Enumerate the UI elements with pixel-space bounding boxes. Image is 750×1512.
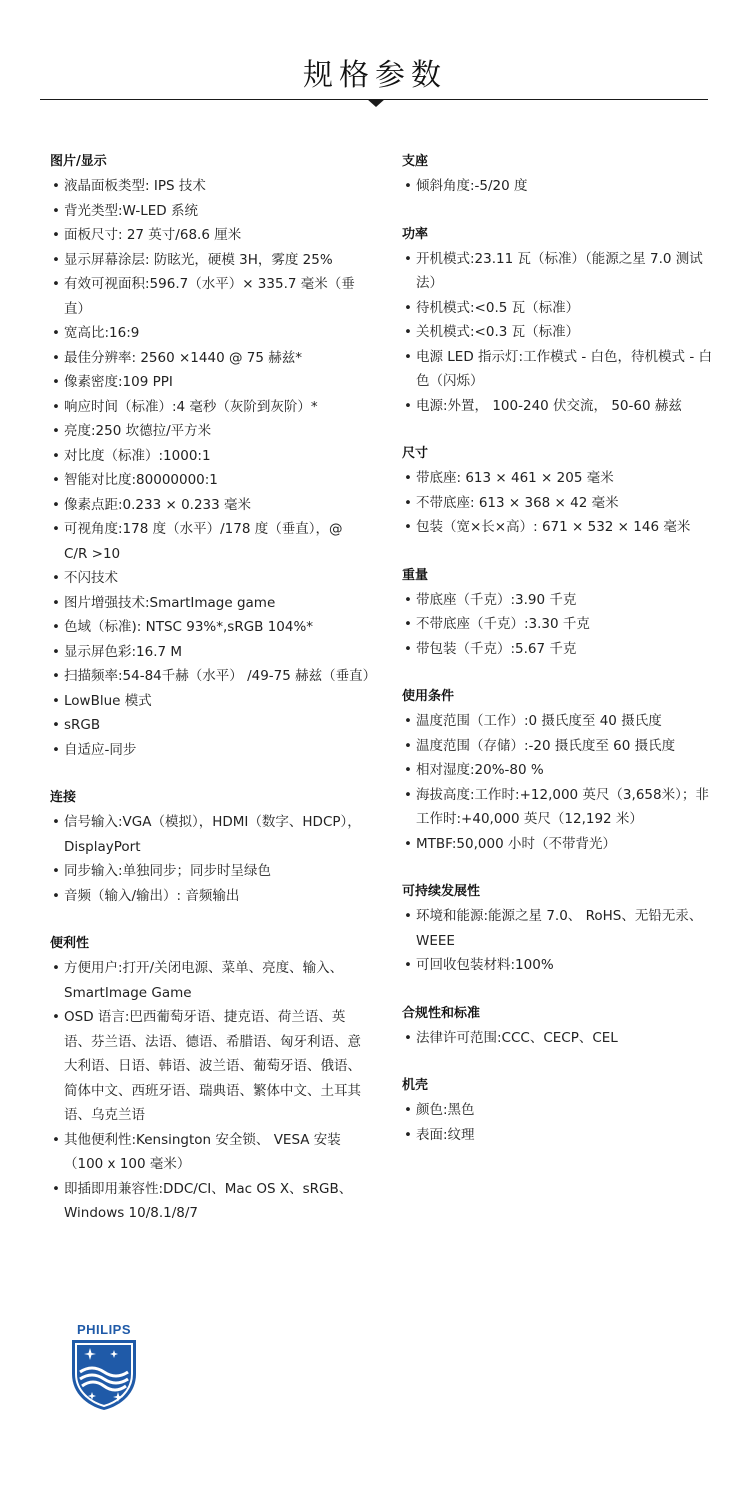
right-spec-column bbox=[402, 150, 722, 1171]
spec-item: • 背光类型:W-LED 系统 bbox=[50, 199, 370, 224]
spec-item: • 不带底座: 613 × 368 × 42 毫米 bbox=[402, 491, 722, 516]
divider-arrow-icon bbox=[367, 99, 385, 107]
spec-item: • 显示屏色彩:16.7 M bbox=[50, 640, 370, 665]
spec-item: • 显示屏幕涂层: 防眩光，硬模 3H，雾度 25% bbox=[50, 248, 370, 273]
spec-item: • 色域（标准): NTSC 93%*,sRGB 104%* bbox=[50, 615, 370, 640]
spec-item: • 颜色:黑色 bbox=[402, 1098, 722, 1123]
spec-section-connectivity bbox=[50, 786, 370, 908]
spec-section-operating-conditions bbox=[402, 685, 722, 856]
spec-item: • 亮度:250 坎德拉/平方米 bbox=[50, 419, 370, 444]
spec-section-weight bbox=[402, 564, 722, 662]
spec-item: • 同步输入:单独同步；同步时呈绿色 bbox=[50, 859, 370, 884]
spec-item: • 表面:纹理 bbox=[402, 1123, 722, 1148]
left-spec-column bbox=[50, 150, 377, 1250]
section-title: 机壳 bbox=[402, 1078, 429, 1093]
section-title: 可持续发展性 bbox=[402, 884, 481, 899]
spec-item: • 图片增强技术:SmartImage game bbox=[50, 591, 370, 616]
spec-item: • 自适应-同步 bbox=[50, 738, 370, 763]
spec-item: • OSD 语言:巴西葡萄牙语、捷克语、荷兰语、英语、芬兰语、法语、德语、希腊语、匈牙利语、意大利语、日语、韩语、波兰语、葡萄牙语、俄语、简体中文、西班牙语、瑞典语、繁体中文、土耳其语、乌克兰语 bbox=[50, 1005, 370, 1128]
spec-item: • sRGB bbox=[50, 713, 370, 738]
spec-section-stand bbox=[402, 150, 722, 199]
spec-item: • LowBlue 模式 bbox=[50, 689, 370, 714]
spec-item: • 即插即用兼容性:DDC/CI、Mac OS X、sRGB、Windows 10/8.1/8/7 bbox=[50, 1177, 370, 1226]
spec-item: • 宽高比:16:9 bbox=[50, 321, 370, 346]
spec-item: • 倾斜角度:-5/20 度 bbox=[402, 174, 722, 199]
spec-item: • 有效可视面积:596.7（水平）× 335.7 毫米（垂直） bbox=[50, 272, 370, 321]
spec-item: • 不带底座（千克）:3.30 千克 bbox=[402, 612, 722, 637]
section-title: 使用条件 bbox=[402, 689, 455, 704]
spec-item: • 可视角度:178 度（水平）/178 度（垂直），@ C/R >10 bbox=[50, 517, 370, 566]
section-title: 图片/显示 bbox=[50, 154, 107, 169]
spec-item: • 不闪技术 bbox=[50, 566, 370, 591]
spec-item: • 液晶面板类型: IPS 技术 bbox=[50, 174, 370, 199]
spec-item: • 海拔高度:工作时:+12,000 英尺（3,658米）；非工作时:+40,000 英尺（12,192 米） bbox=[402, 783, 722, 832]
philips-shield-logo bbox=[68, 1316, 140, 1412]
spec-section-picture-display bbox=[50, 150, 377, 762]
spec-section-convenience bbox=[50, 932, 370, 1226]
spec-item: • 扫描频率:54-84千赫（水平） /49-75 赫兹（垂直） bbox=[50, 664, 370, 689]
spec-item: • 电源:外置， 100-240 伏交流， 50-60 赫兹 bbox=[402, 394, 722, 419]
spec-item: • 智能对比度:80000000:1 bbox=[50, 468, 370, 493]
spec-item: • 相对湿度:20%-80 % bbox=[402, 758, 722, 783]
spec-section-compliance bbox=[402, 1002, 722, 1051]
spec-item: • 带底座: 613 × 461 × 205 毫米 bbox=[402, 466, 722, 491]
spec-section-dimensions bbox=[402, 442, 722, 540]
spec-item: • 方便用户:打开/关闭电源、菜单、亮度、输入、SmartImage Game bbox=[50, 956, 370, 1005]
spec-item: • 环境和能源:能源之星 7.0、 RoHS、无铅无汞、WEEE bbox=[402, 904, 722, 953]
spec-item: • MTBF:50,000 小时（不带背光） bbox=[402, 832, 722, 857]
section-title: 便利性 bbox=[50, 936, 90, 951]
spec-item: • 温度范围（存储）:-20 摄氏度至 60 摄氏度 bbox=[402, 734, 722, 759]
spec-item: • 响应时间（标准）:4 毫秒（灰阶到灰阶）* bbox=[50, 395, 370, 420]
spec-item: • 带包装（千克）:5.67 千克 bbox=[402, 637, 722, 662]
spec-item: • 其他便利性:Kensington 安全锁、 VESA 安装（100 x 100 毫米） bbox=[50, 1128, 370, 1177]
spec-item: • 温度范围（工作）:0 摄氏度至 40 摄氏度 bbox=[402, 709, 722, 734]
spec-item: • 像素点距:0.233 × 0.233 毫米 bbox=[50, 493, 370, 518]
spec-item: • 法律许可范围:CCC、CECP、CEL bbox=[402, 1026, 722, 1051]
spec-item: • 最佳分辨率: 2560 ×1440 @ 75 赫兹* bbox=[50, 346, 370, 371]
spec-item: • 包装（宽×长×高）: 671 × 532 × 146 毫米 bbox=[402, 515, 722, 540]
page-title: 规格参数 bbox=[303, 58, 447, 93]
spec-item: • 带底座（千克）:3.90 千克 bbox=[402, 588, 722, 613]
spec-item: • 开机模式:23.11 瓦（标准）（能源之星 7.0 测试法） bbox=[402, 247, 722, 296]
svg-text:PHILIPS: PHILIPS bbox=[76, 1322, 132, 1337]
spec-section-sustainability bbox=[402, 880, 722, 978]
spec-item: • 对比度（标准）:1000:1 bbox=[50, 444, 370, 469]
section-title: 功率 bbox=[402, 226, 429, 242]
spec-item: • 待机模式:<0.5 瓦（标准） bbox=[402, 296, 722, 321]
spec-section-power bbox=[402, 223, 722, 419]
section-title: 支座 bbox=[402, 154, 429, 169]
spec-item: • 音频（输入/输出）: 音频输出 bbox=[50, 884, 370, 909]
section-title: 合规性和标准 bbox=[402, 1005, 481, 1021]
spec-item: • 可回收包装材料:100% bbox=[402, 953, 722, 978]
spec-item: • 关机模式:<0.3 瓦（标准） bbox=[402, 320, 722, 345]
section-title: 重量 bbox=[402, 567, 429, 583]
spec-item: • 像素密度:109 PPI bbox=[50, 370, 370, 395]
section-title: 连接 bbox=[50, 790, 77, 805]
spec-item: • 信号输入:VGA（模拟），HDMI（数字、HDCP），DisplayPort bbox=[50, 810, 370, 859]
spec-item: • 电源 LED 指示灯:工作模式 - 白色，待机模式 - 白色（闪烁） bbox=[402, 345, 722, 394]
section-title: 尺寸 bbox=[402, 446, 429, 461]
spec-section-cabinet bbox=[402, 1074, 722, 1147]
spec-item: • 面板尺寸: 27 英寸/68.6 厘米 bbox=[50, 223, 370, 248]
